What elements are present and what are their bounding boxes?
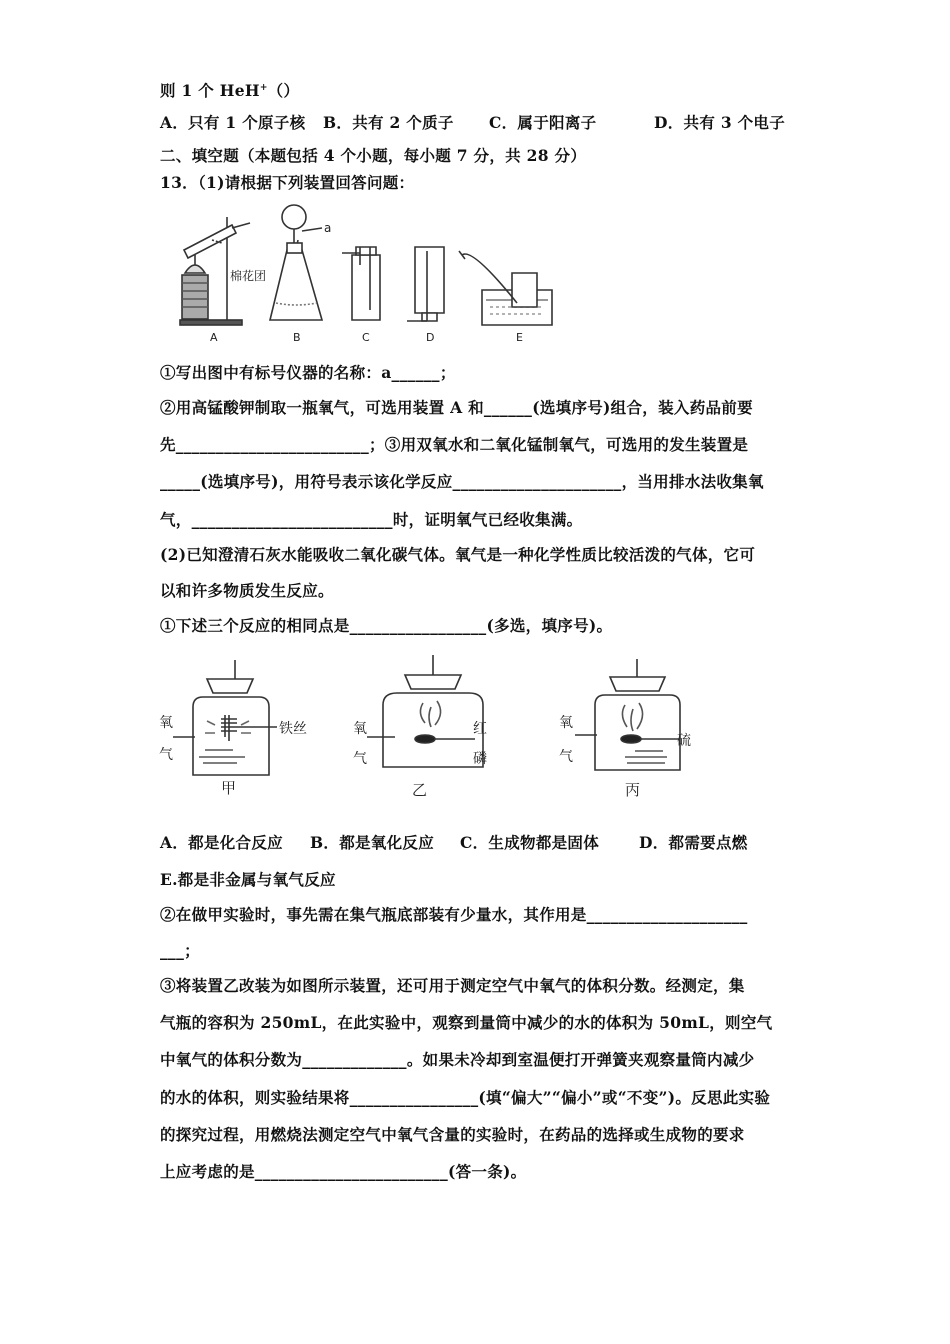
jia-gas-1: 氧 (159, 715, 173, 731)
q13-p2-q3-line1: ③将装置乙改装为如图所示装置，还可用于测定空气中氧气的体积分数。经测定，集 (160, 976, 745, 995)
q13-p2-q2-line2: ___； (160, 941, 200, 960)
q13-option-c: C．生成物都是固体 (460, 833, 600, 852)
jar-jia (173, 660, 277, 775)
bing-caption: 丙 (625, 781, 641, 799)
yi-substance-2: 磷 (473, 751, 487, 767)
q13-p1-line2: ②用高锰酸钾制取一瓶氧气，可选用装置 A 和______(选填序号)组合，装入药品前要 (160, 398, 753, 417)
section-title: 二、填空题（本题包括 4 个小题，每小题 7 分，共 28 分） (160, 146, 587, 165)
q12-option-b: B．共有 2 个质子 (323, 113, 454, 132)
jia-substance: 铁丝 (279, 721, 307, 737)
q13-p2-q3-line4: 的水的体积，则实验结果将________________(填“偏大”“偏小”或“不变”)。反思此实验 (160, 1088, 771, 1107)
q13-p2-q3-line5: 的探究过程，用燃烧法测定空气中氧气含量的实验时，在药品的选择或生成物的要求 (160, 1125, 745, 1144)
mark-a-label: a (324, 221, 332, 235)
q13-option-e: E.都是非金属与氧气反应 (160, 870, 336, 889)
q13-part2-line2: 以和许多物质发生反应。 (160, 581, 334, 600)
apparatus-c (342, 247, 380, 320)
bing-gas-1: 氧 (559, 715, 573, 731)
q13-option-a: A．都是化合反应 (160, 833, 283, 852)
jar-yi (367, 655, 483, 767)
bing-substance: 硫 (677, 733, 691, 749)
jar-bing (575, 659, 680, 770)
jia-caption: 甲 (221, 779, 237, 797)
q13-option-d: D．都需要点燃 (639, 833, 748, 852)
q13-p1-line1: ①写出图中有标号仪器的名称：a______； (160, 363, 456, 382)
apparatus-e (459, 251, 552, 325)
q12-stem: 则 1 个 HeH+（） (160, 81, 300, 100)
q13-p2-q1: ①下述三个反应的相同点是_________________(多选，填序号)。 (160, 616, 613, 635)
label-b: B (293, 331, 301, 344)
label-c: C (362, 331, 370, 344)
q13-p2-q2-line1: ②在做甲实验时，事先需在集气瓶底部装有少量水，其作用是____________________ (160, 905, 748, 924)
apparatus-d (407, 247, 444, 321)
q13-p2-q3-line3: 中氧气的体积分数为_____________。如果未冷却到室温便打开弹簧夹观察量筒内减少 (160, 1050, 755, 1069)
jia-gas-2: 气 (159, 747, 173, 763)
q13-p2-q3-line2: 气瓶的容积为 250mL，在此实验中，观察到量筒中减少的水的体积为 50mL，则空气 (160, 1013, 773, 1032)
label-a: A (210, 331, 218, 344)
jars-figure (155, 655, 715, 805)
q12-options (160, 113, 785, 133)
q12-option-a: A．只有 1 个原子核 (160, 113, 306, 132)
q13-part2-line1: (2)已知澄清石灰水能吸收二氧化碳气体。氧气是一种化学性质比较活泼的气体，它可 (160, 545, 756, 564)
yi-gas-1: 氧 (353, 721, 367, 737)
q13-options (160, 833, 748, 853)
q13-p1-line4: _____(选填序号)，用符号表示该化学反应_____________________，当用排水法收集氧 (160, 472, 764, 491)
yi-substance-1: 红 (473, 721, 487, 737)
q13-p1-line3: 先________________________；③用双氧水和二氧化锰制氧气，可选用的发生装置是 (160, 435, 749, 454)
q13-part1-header: 13．（1)请根据下列装置回答问题： (160, 173, 415, 192)
cotton-label: 棉花团 (230, 269, 267, 283)
q12-option-c: C．属于阳离子 (489, 113, 597, 132)
q12-option-d: D．共有 3 个电子 (654, 113, 786, 132)
label-d: D (426, 331, 435, 344)
yi-caption: 乙 (412, 781, 428, 799)
q13-option-b: B．都是氧化反应 (310, 833, 435, 852)
label-e: E (516, 331, 523, 344)
yi-gas-2: 气 (353, 751, 367, 767)
apparatus-figure (172, 195, 572, 350)
apparatus-b (270, 205, 322, 320)
q13-p1-line5: 气，_________________________时，证明氧气已经收集满。 (160, 510, 583, 529)
q13-p2-q3-line6: 上应考虑的是________________________(答一条)。 (160, 1162, 527, 1181)
bing-gas-2: 气 (559, 749, 573, 765)
